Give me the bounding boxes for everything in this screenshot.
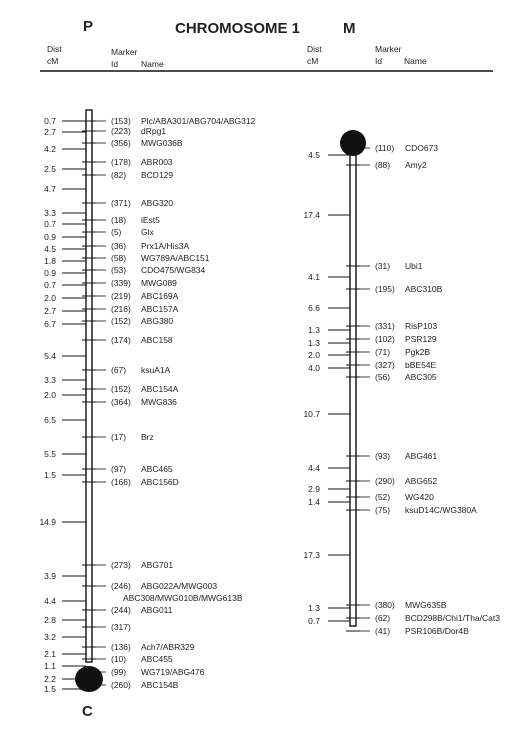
map-m-interval-label: 2.0: [308, 350, 320, 360]
map-m-marker-name: ABG652: [405, 476, 438, 486]
map-p-marker-id: (219): [111, 291, 131, 301]
header-id-right: Id: [375, 56, 383, 66]
map-m-marker-id: (41): [375, 626, 391, 636]
map-p-interval-label: 5.5: [44, 449, 56, 459]
map-m-interval-label: 2.9: [308, 484, 320, 494]
map-m-interval-label: 1.3: [308, 603, 320, 613]
map-p-marker-name: ABC169A: [141, 291, 179, 301]
map-m-interval-label: 17.3: [303, 550, 320, 560]
map-p-marker-name: ABC157A: [141, 304, 179, 314]
map-m-marker-name: ABG461: [405, 451, 438, 461]
map-m-marker-name: MWG635B: [405, 600, 447, 610]
map-p-marker-name: Ach7/ABR329: [141, 642, 195, 652]
map-m-marker-id: (331): [375, 321, 395, 331]
map-p-marker-name: Brz: [141, 432, 154, 442]
map-p-interval-label: 4.2: [44, 144, 56, 154]
map-p-marker-id: (17): [111, 432, 127, 442]
map-p-interval-label: 5.4: [44, 351, 56, 361]
map-m-marker-id: (110): [375, 143, 395, 153]
header-marker-right: Marker: [375, 44, 402, 54]
map-m-marker-id: (52): [375, 492, 391, 502]
map-p-interval-label: 4.7: [44, 184, 56, 194]
map-p-interval-label: 3.2: [44, 632, 56, 642]
map-m-interval-label: 6.6: [308, 303, 320, 313]
map-m-marker-name: CDO673: [405, 143, 439, 153]
map-p-marker-id: (246): [111, 581, 131, 591]
map-p-marker-name: Prx1A/His3A: [141, 241, 190, 251]
map-m-marker-id: (327): [375, 360, 395, 370]
map-p-interval-label: 6.5: [44, 415, 56, 425]
map-m-interval-label: 1.3: [308, 338, 320, 348]
map-p-interval-label: 3.9: [44, 571, 56, 581]
map-p-marker-id: (260): [111, 680, 131, 690]
map-p-marker-id: (339): [111, 278, 131, 288]
map-m-interval-label: 10.7: [303, 409, 320, 419]
header-cm-left: cM: [47, 56, 59, 66]
map-p-interval-label: 4.5: [44, 244, 56, 254]
map-p-marker-name: MWG836: [141, 397, 177, 407]
map-p-marker-id: (10): [111, 654, 127, 664]
map-m-marker-name: BCD298B/Chi1/Tha/Cat3: [405, 613, 500, 623]
map-p-marker-id: (166): [111, 477, 131, 487]
map-m-marker-name: Pgk2B: [405, 347, 431, 357]
map-m-marker-id: (56): [375, 372, 391, 382]
chromosome-bar-p: [86, 110, 92, 662]
header-cm-right: cM: [307, 56, 319, 66]
map-p-interval-label: 3.3: [44, 208, 56, 218]
map-p-marker-id: (5): [111, 227, 122, 237]
map-p-interval-label: 2.0: [44, 390, 56, 400]
map-p-interval-label: 2.7: [44, 127, 56, 137]
map-p-interval-label: 1.1: [44, 661, 56, 671]
map-p-marker-name: ABR003: [141, 157, 173, 167]
map-p-marker-name: ABC465: [141, 464, 173, 474]
map-m-marker-name: PSR106B/Dor4B: [405, 626, 469, 636]
map-p-interval-label: 2.1: [44, 649, 56, 659]
map-p-interval-label: 2.0: [44, 293, 56, 303]
map-m-marker-name: Ubi1: [405, 261, 423, 271]
map-p-marker-id: (36): [111, 241, 127, 251]
map-p-marker-id: (99): [111, 667, 127, 677]
map-p-marker-id: (223): [111, 126, 131, 136]
map-p-marker-name: iEst5: [141, 215, 160, 225]
header-dist-right: Dist: [307, 44, 322, 54]
map-m-marker-id: (75): [375, 505, 391, 515]
map-p-interval-label: 0.9: [44, 268, 56, 278]
map-p-marker-name: CDO475/WG834: [141, 265, 206, 275]
map-p-interval-label: 0.7: [44, 219, 56, 229]
header-marker-left: Marker: [111, 47, 138, 57]
map-p-interval-label: 0.7: [44, 280, 56, 290]
map-m-marker-name: RisP103: [405, 321, 438, 331]
map-m-marker-id: (71): [375, 347, 391, 357]
map-p-marker-id: (244): [111, 605, 131, 615]
map-p-interval-label: 1.5: [44, 470, 56, 480]
map-m-marker-id: (102): [375, 334, 395, 344]
map-m-marker-id: (195): [375, 284, 395, 294]
map-m-layer: [303, 143, 500, 636]
map-p-marker-id: (67): [111, 365, 127, 375]
map-m-marker-id: (62): [375, 613, 391, 623]
map-m-marker-id: (31): [375, 261, 391, 271]
map-p-layer: [39, 116, 255, 694]
centromere-m: [340, 130, 366, 156]
map-p-marker-id: (153): [111, 116, 131, 126]
map-m-marker-name: ksuD14C/WG380A: [405, 505, 477, 515]
map-p-interval-label: 6.7: [44, 319, 56, 329]
map-p-interval-label: 1.5: [44, 684, 56, 694]
map-p-marker-id: (136): [111, 642, 131, 652]
chromosome-bar-m: [350, 148, 356, 626]
map-p-marker-name: ABG011: [141, 605, 173, 615]
map-p-marker-name: WG789A/ABC151: [141, 253, 210, 263]
map-m-interval-label: 17.4: [303, 210, 320, 220]
map-m-marker-id: (88): [375, 160, 391, 170]
map-p-marker-name: ABC308/MWG010B/MWG613B: [123, 593, 243, 603]
map-p-marker-id: (82): [111, 170, 127, 180]
map-p-marker-id: (174): [111, 335, 131, 345]
map-p-interval-label: 2.8: [44, 615, 56, 625]
header-id-left: Id: [111, 59, 119, 69]
map-p-marker-name: ABG701: [141, 560, 174, 570]
map-p-interval-label: 0.9: [44, 232, 56, 242]
map-label-m: M: [343, 20, 356, 37]
map-p-interval-label: 4.4: [44, 596, 56, 606]
map-p-marker-id: (317): [111, 622, 131, 632]
map-m-marker-id: (290): [375, 476, 395, 486]
map-p-interval-label: 2.5: [44, 164, 56, 174]
map-p-marker-name: ABC455: [141, 654, 173, 664]
map-p-interval-label: 1.8: [44, 256, 56, 266]
map-m-marker-name: bBE54E: [405, 360, 437, 370]
map-m-marker-name: PSR129: [405, 334, 437, 344]
map-p-marker-id: (58): [111, 253, 127, 263]
map-p-marker-name: dRpg1: [141, 126, 167, 136]
map-p-marker-name: Glx: [141, 227, 154, 237]
map-p-marker-id: (53): [111, 265, 127, 275]
map-p-marker-id: (356): [111, 138, 131, 148]
map-p-marker-id: (18): [111, 215, 127, 225]
map-p-marker-name: BCD129: [141, 170, 174, 180]
map-p-marker-name: MWG036B: [141, 138, 183, 148]
map-p-marker-name: ABG022A/MWG003: [141, 581, 218, 591]
map-p-interval-label: 3.3: [44, 375, 56, 385]
map-m-interval-label: 4.1: [308, 272, 320, 282]
map-p-marker-id: (178): [111, 157, 131, 167]
map-p-marker-name: ABC154A: [141, 384, 179, 394]
map-p-marker-id: (371): [111, 198, 131, 208]
chart-title: CHROMOSOME 1: [175, 20, 301, 37]
map-m-interval-label: 0.7: [308, 616, 320, 626]
map-p-marker-name: ABG380: [141, 316, 174, 326]
map-m-interval-label: 4.4: [308, 463, 320, 473]
map-p-marker-name: ABC158: [141, 335, 173, 345]
map-p-interval-label: 14.9: [39, 517, 56, 527]
map-m-marker-id: (380): [375, 600, 395, 610]
map-label-p: P: [83, 18, 94, 35]
header-name-right: Name: [404, 56, 427, 66]
map-p-marker-id: (273): [111, 560, 131, 570]
map-m-interval-label: 1.3: [308, 325, 320, 335]
map-label-c: C: [82, 703, 93, 720]
map-p-marker-name: ABC154B: [141, 680, 179, 690]
map-m-marker-name: Amy2: [405, 160, 427, 170]
map-m-interval-label: 4.0: [308, 363, 320, 373]
map-p-marker-id: (152): [111, 316, 131, 326]
header-dist-left: Dist: [47, 44, 62, 54]
map-p-marker-name: MWG089: [141, 278, 177, 288]
map-p-marker-id: (97): [111, 464, 127, 474]
map-m-interval-label: 1.4: [308, 497, 320, 507]
header-name-left: Name: [141, 59, 164, 69]
map-p-interval-label: 2.7: [44, 306, 56, 316]
map-p-marker-id: (152): [111, 384, 131, 394]
map-m-interval-label: 4.5: [308, 150, 320, 160]
map-p-marker-name: ABG320: [141, 198, 174, 208]
map-m-marker-name: ABC305: [405, 372, 437, 382]
map-p-marker-id: (364): [111, 397, 131, 407]
map-m-marker-name: ABC310B: [405, 284, 443, 294]
map-m-marker-id: (93): [375, 451, 391, 461]
map-p-marker-id: (216): [111, 304, 131, 314]
map-p-marker-name: WG719/ABG476: [141, 667, 205, 677]
map-p-marker-name: ksuA1A: [141, 365, 171, 375]
map-p-marker-name: Plc/ABA301/ABG704/ABG312: [141, 116, 256, 126]
map-p-interval-label: 2.2: [44, 674, 56, 684]
map-p-interval-label: 0.7: [44, 116, 56, 126]
map-m-marker-name: WG420: [405, 492, 434, 502]
map-p-marker-name: ABC156D: [141, 477, 179, 487]
